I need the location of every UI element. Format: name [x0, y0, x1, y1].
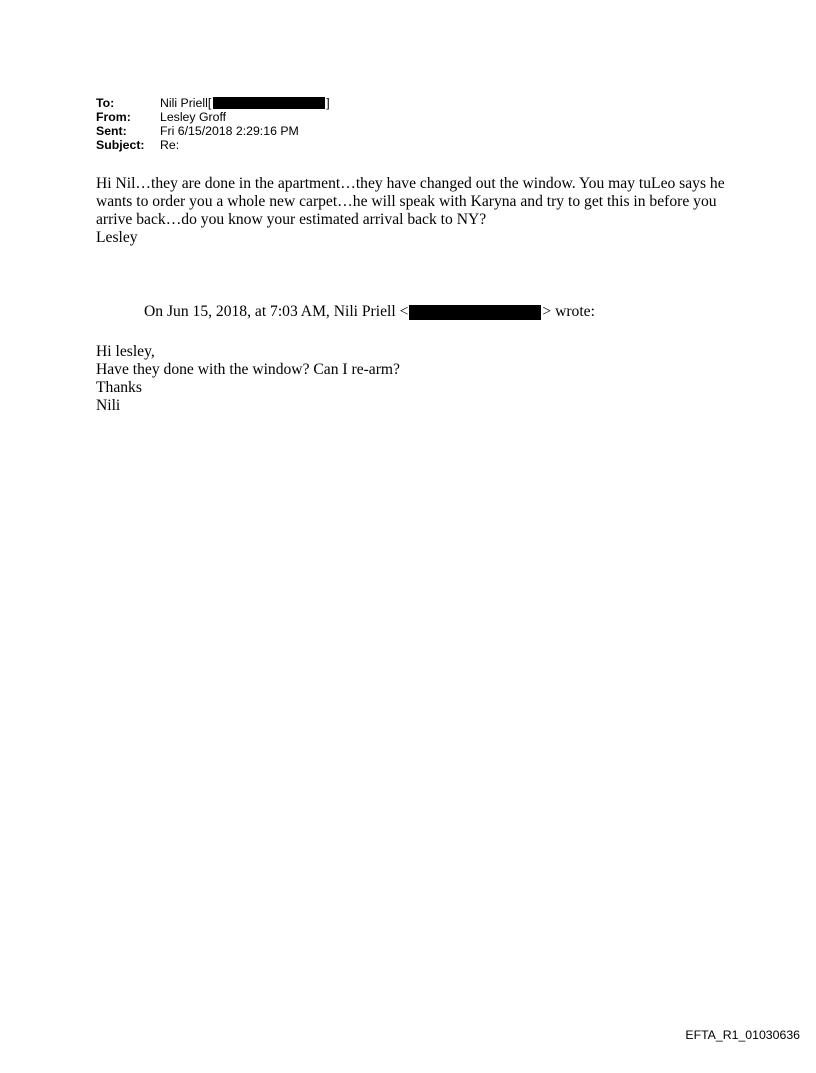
to-bracket: ]: [326, 96, 330, 110]
quoted-line: Nili: [96, 397, 121, 414]
subject-row: [96, 138, 330, 152]
quoted-header: [144, 303, 595, 321]
quoted-line: Have they done with the window? Can I re-arm?: [96, 361, 400, 378]
redaction-block: [409, 305, 541, 320]
quoted-line: Hi lesley,: [96, 343, 155, 360]
to-name: Nili Priell[: [160, 96, 212, 110]
from-label: From:: [96, 110, 131, 124]
to-row: [96, 96, 330, 110]
subject-value: Re:: [160, 138, 180, 152]
from-row: [96, 110, 330, 124]
sent-row: [96, 124, 330, 138]
to-label: To:: [96, 96, 115, 110]
quoted-header-suffix: > wrote:: [542, 303, 595, 320]
quoted-line: Thanks: [96, 379, 142, 396]
sent-value: Fri 6/15/2018 2:29:16 PM: [160, 124, 299, 138]
sent-label: Sent:: [96, 124, 127, 138]
email-header: [96, 96, 330, 152]
message-text: Hi Nil…they are done in the apartment…they have changed out the window. You may tuLeo says he wants to order you a whole new carpet…he will speak with Karyna and try to get this in before you arrive back…do you know your estimated arrival back to NY?: [96, 175, 725, 228]
quoted-message: [96, 343, 400, 415]
quoted-header-prefix: On Jun 15, 2018, at 7:03 AM, Nili Priell <: [144, 303, 409, 320]
message-body: [96, 175, 736, 247]
to-value: [160, 96, 330, 110]
from-value: Lesley Groff: [160, 110, 227, 124]
subject-label: Subject:: [96, 138, 145, 152]
redaction-block: [213, 97, 325, 109]
message-signature: Lesley: [96, 229, 138, 246]
document-id: EFTA_R1_01030636: [685, 1028, 800, 1042]
